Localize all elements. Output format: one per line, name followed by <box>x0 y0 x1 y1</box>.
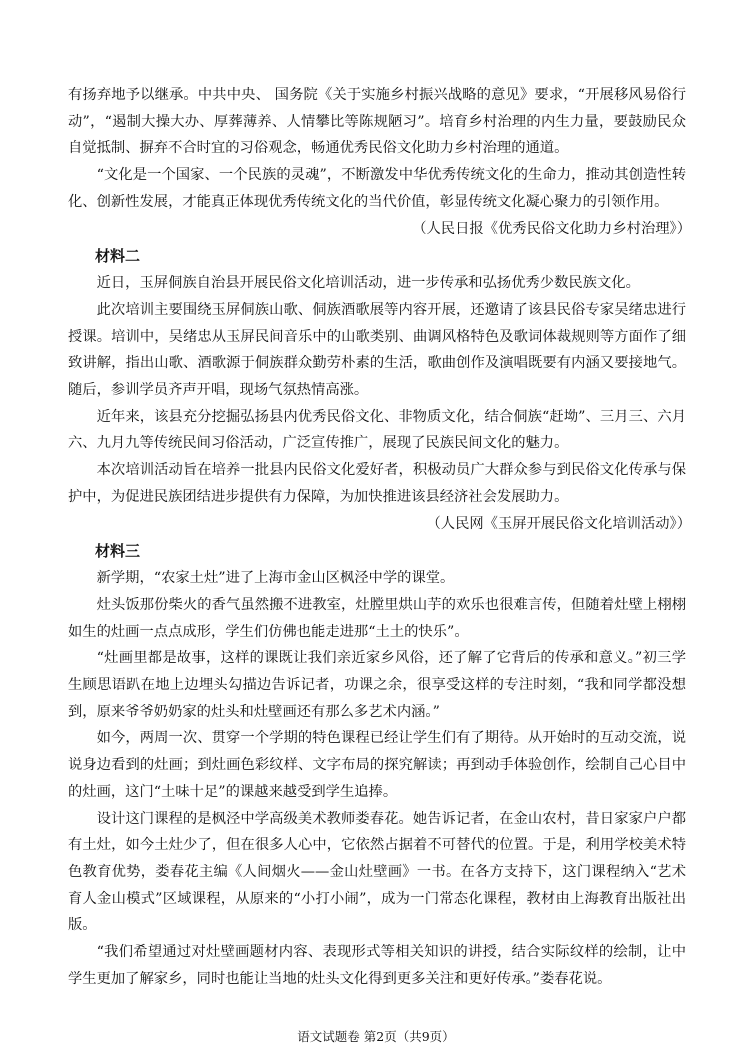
source-citation: （人民日报《优秀民俗文化助力乡村治理》） <box>412 220 691 237</box>
paragraph: 近日，玉屏侗族自治县开展民俗文化培训活动，进一步传承和弘扬优秀少数民族文化。 <box>96 275 640 292</box>
paragraph: 设计这门课程的是枫泾中学高级美术教师娄春花。她告诉记者，在金山农村，昔日家家户户都有土灶，如今土灶少了，但在很多人心中，它依然占据着不可替代的位置。于是，利用学校美术特色教育优势，娄春花主编《人间烟火——金山灶壁画》一书。在各方支持下，这门课程纳入“艺术育人金山模式”区域课程，从原来的“小打小闹”，成为一门常态化课程，教材由上海教育出版社出版。 <box>68 810 686 934</box>
paragraph: 本次培训活动旨在培养一批县内民俗文化爱好者，积极动员广大群众参与到民俗文化传承与保护中，为促进民族团结进步提供有力保障，为加快推进该县经济社会发展助力。 <box>68 462 686 505</box>
paragraph: “文化是一个国家、一个民族的灵魂”，不断激发中华优秀传统文化的生命力，推动其创造性转化、创新性发展，才能真正体现优秀传统文化的当代价值，彰显传统文化凝心聚力的引领作用。 <box>68 167 686 210</box>
page-content <box>68 82 691 993</box>
page-footer: 语文试题卷 第2页（共9页） <box>297 1029 455 1044</box>
paragraph: 灶头饭那份柴火的香气虽然搬不进教室，灶膛里烘山芋的欢乐也很难言传，但随着灶壁上栩栩如生的灶画一点点成形，学生们仿佛也能走进那“土土的快乐”。 <box>68 596 686 640</box>
paragraph: 有扬弃地予以继承。中共中央、 国务院《关于实施乡村振兴战略的意见》要求，“开展移风易俗行动”，“遏制大操大办、厚葬薄养、人情攀比等陈规陋习”。培育乡村治理的内生力量，要鼓励民众自觉抵制、摒弃不合时宜的习俗观念，畅通优秀民俗文化助力乡村治理的通道。 <box>68 87 686 157</box>
source-citation: （人民网《玉屏开展民俗文化培训活动》） <box>426 515 691 532</box>
paragraph: 此次培训主要围绕玉屏侗族山歌、侗族酒歌展等内容开展，还邀请了该县民俗专家吴绪忠进行授课。培训中，吴绪忠从玉屏民间音乐中的山歌类别、曲调风格特色及歌词体裁规则等方面作了细致讲解，指出山歌、酒歌源于侗族群众勤劳朴素的生活，歌曲创作及演唱既要有内涵又要接地气。随后，参训学员齐声开唱，现场气氛热情高涨。 <box>68 301 686 399</box>
paragraph: “我们希望通过对灶壁画题材内容、表现形式等相关知识的讲授，结合实际纹样的绘制，让中学生更加了解家乡，同时也能让当地的灶头文化得到更多关注和更好传承。”娄春花说。 <box>68 944 686 987</box>
paragraph: “灶画里都是故事，这样的课既让我们亲近家乡风俗，还了解了它背后的传承和意义。”初三学生顾思语趴在地上边埋头勾描边告诉记者，功课之余，很享受这样的专注时刻，“我和同学都没想到，原来爷爷奶奶家的灶头和灶壁画还有那么多艺术内涵。” <box>68 650 686 720</box>
material-2-heading: 材料二 <box>95 247 141 266</box>
material-3-heading: 材料三 <box>95 542 141 561</box>
paragraph: 如今，两周一次、贯穿一个学期的特色课程已经让学生们有了期待。从开始时的互动交流，说说身边看到的灶画；到灶画色彩纹样、文字布局的探究解读；再到动手体验创作，绘制自己心目中的灶画，这门“土味十足”的课越来越受到学生追捧。 <box>68 730 686 800</box>
paragraph: 近年来，该县充分挖掘弘扬县内优秀民俗文化、非物质文化，结合侗族“赶坳”、三月三、六月六、九月九等传统民间习俗活动，广泛宣传推广，展现了民族民间文化的魅力。 <box>68 408 686 452</box>
paragraph: 新学期，“农家土灶”进了上海市金山区枫泾中学的课堂。 <box>96 570 455 587</box>
